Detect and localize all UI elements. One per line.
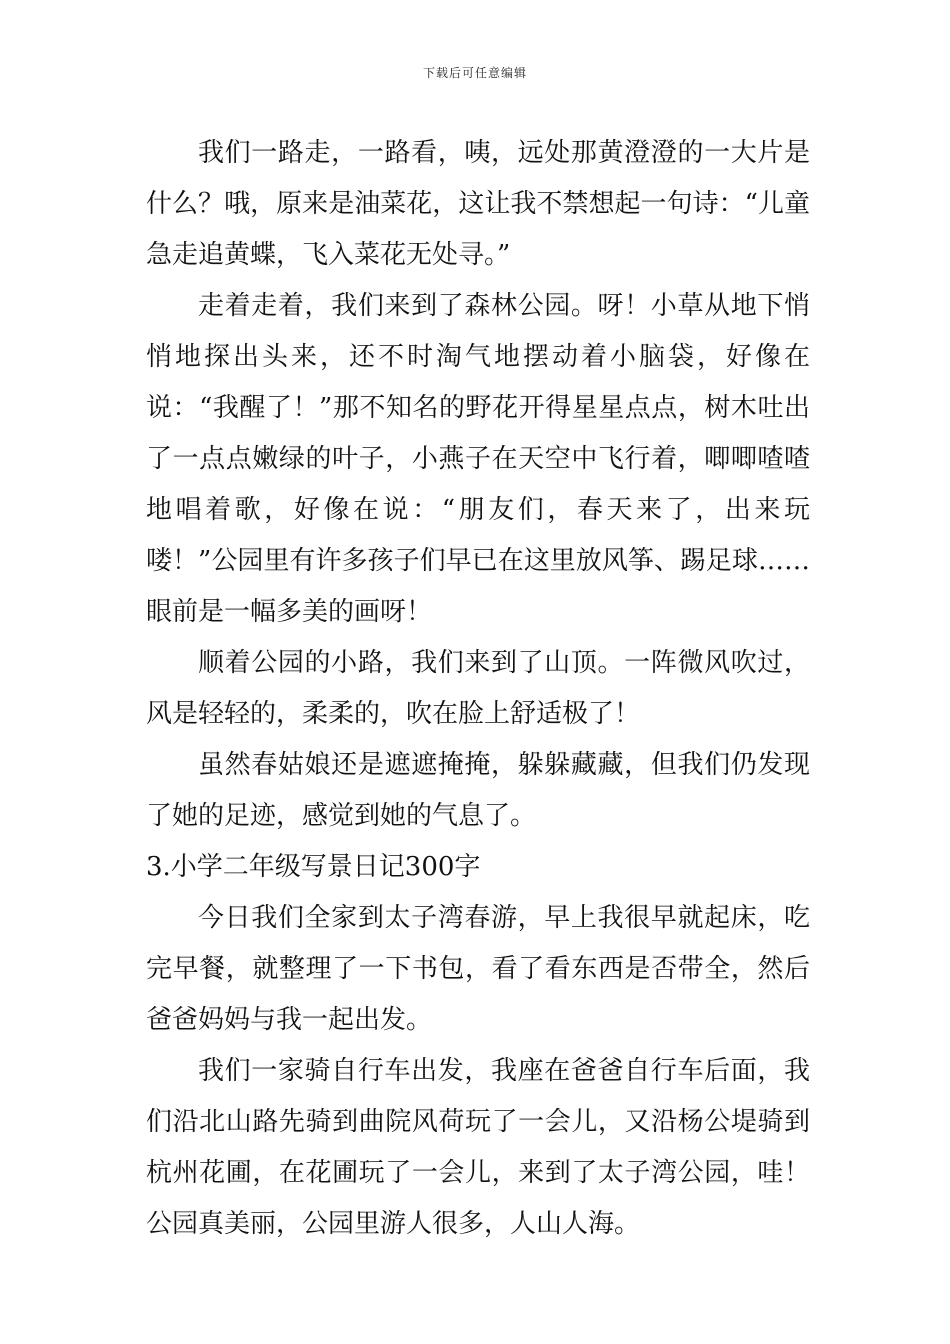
document-body — [146, 128, 810, 1250]
paragraph: 顺着公园的小路，我们来到了山顶。一阵微风吹过，风是轻轻的，柔柔的，吹在脸上舒适极了！ — [146, 648, 810, 729]
paragraph: 我们一路走，一路看，咦，远处那黄澄澄的一大片是什么？哦，原来是油菜花，这让我不禁想起一句诗：“儿童急走追黄蝶，飞入菜花无处寻。” — [146, 138, 810, 270]
paragraph: 走着走着，我们来到了森林公园。呀！小草从地下悄悄地探出头来，还不时淘气地摆动着小脑袋，好像在说：“我醒了！”那不知名的野花开得星星点点，树木吐出了一点点嫩绿的叶子，小燕子在天空中飞行着，唧唧喳喳地唱着歌，好像在说：“朋友们，春天来了，出来玩喽！”公园里有许多孩子们早已在这里放风筝、踢足球……眼前是一幅多美的画呀！ — [146, 291, 810, 627]
paragraph: 今日我们全家到太子湾春游，早上我很早就起床，吃完早餐，就整理了一下书包，看了看东西是否带全，然后爸爸妈妈与我一起出发。 — [146, 903, 810, 1035]
section-heading: 3.小学二年级写景日记300字 — [146, 852, 481, 882]
paragraph: 我们一家骑自行车出发，我座在爸爸自行车后面，我们沿北山路先骑到曲院风荷玩了一会儿，又沿杨公堤骑到杭州花圃，在花圃玩了一会儿，来到了太子湾公园，哇！公园真美丽，公园里游人很多，人山人海。 — [146, 1056, 810, 1239]
paragraph: 虽然春姑娘还是遮遮掩掩，躲躲藏藏，但我们仍发现了她的足迹，感觉到她的气息了。 — [146, 750, 810, 831]
header-note: 下载后可任意编辑 — [422, 66, 527, 80]
